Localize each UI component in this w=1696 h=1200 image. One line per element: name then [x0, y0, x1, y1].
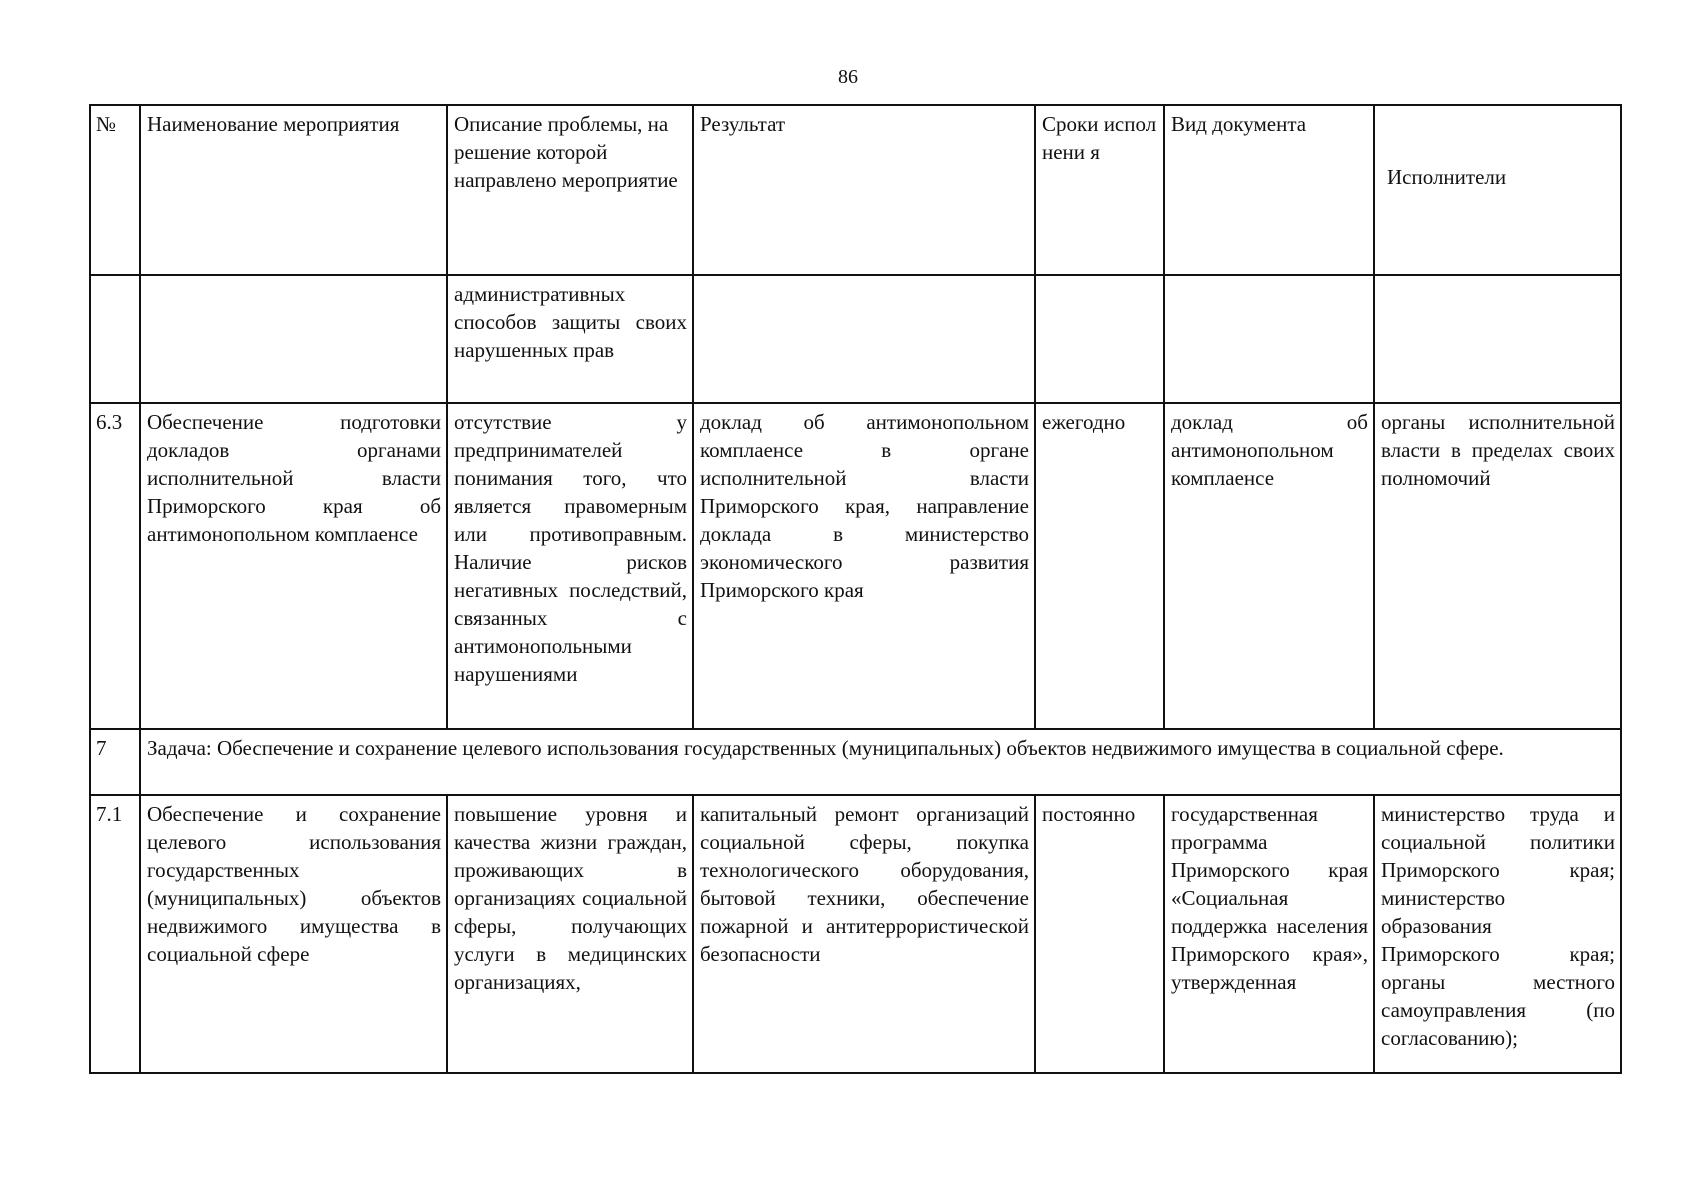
cell-term: [1035, 275, 1164, 403]
table-row: [90, 403, 1621, 729]
cell-term: постоянно: [1035, 795, 1164, 1073]
table-row: [90, 795, 1621, 1073]
header-executors: Исполнители: [1374, 105, 1621, 275]
cell-doc-type: государственная программа Приморского края «Социальная поддержка населения Приморского края», утвержденная: [1164, 795, 1374, 1073]
measures-table: [89, 104, 1622, 1074]
cell-name: [140, 275, 447, 403]
header-name: Наименование мероприятия: [140, 105, 447, 275]
cell-result: доклад об антимонопольном комплаенсе в органе исполнительной власти Приморского края, направление доклада в министерство экономического развития Приморского края: [693, 403, 1035, 729]
table-header-row: [90, 105, 1621, 275]
cell-task: Задача: Обеспечение и сохранение целевого использования государственных (муниципальных) объектов недвижимого имущества в социальной сфере.: [140, 729, 1621, 795]
cell-name: Обеспечение подготовки докладов органами исполнительной власти Приморского края об антимонопольном комплаенсе: [140, 403, 447, 729]
cell-problem: повышение уровня и качества жизни граждан, проживающих в организациях социальной сферы, получающих услуги в медицинских организациях,: [447, 795, 693, 1073]
page-number: 86: [838, 66, 858, 88]
cell-doc-type: доклад об антимонопольном комплаенсе: [1164, 403, 1374, 729]
cell-result: [693, 275, 1035, 403]
cell-num: 7.1: [90, 795, 140, 1073]
cell-num: [90, 275, 140, 403]
cell-executors: [1374, 275, 1621, 403]
cell-result: капитальный ремонт организаций социальной сферы, покупка технологического оборудования, бытовой техники, обеспечение пожарной и антитеррористической безопасности: [693, 795, 1035, 1073]
header-term: Сроки исполнени я: [1035, 105, 1164, 275]
cell-term: ежегодно: [1035, 403, 1164, 729]
cell-executors: министерство труда и социальной политики Приморского края; министерство образования Приморского края; органы местного самоуправления (по согласованию);: [1374, 795, 1621, 1073]
cell-name: Обеспечение и сохранение целевого использования государственных (муниципальных) объектов недвижимого имущества в социальной сфере: [140, 795, 447, 1073]
header-num: №: [90, 105, 140, 275]
cell-executors: органы исполнительной власти в пределах своих полномочий: [1374, 403, 1621, 729]
header-problem: Описание проблемы, на решение которой направлено мероприятие: [447, 105, 693, 275]
cell-doc-type: [1164, 275, 1374, 403]
cell-problem: отсутствие у предпринимателей понимания того, что является правомерным или противоправным. Наличие рисков негативных последствий, связанных с антимонопольными нарушениями: [447, 403, 693, 729]
table-row-task: [90, 729, 1621, 795]
table-row: [90, 275, 1621, 403]
cell-num: 7: [90, 729, 140, 795]
cell-problem: административных способов защиты своих нарушенных прав: [447, 275, 693, 403]
cell-num: 6.3: [90, 403, 140, 729]
header-doc-type: Вид документа: [1164, 105, 1374, 275]
header-result: Результат: [693, 105, 1035, 275]
